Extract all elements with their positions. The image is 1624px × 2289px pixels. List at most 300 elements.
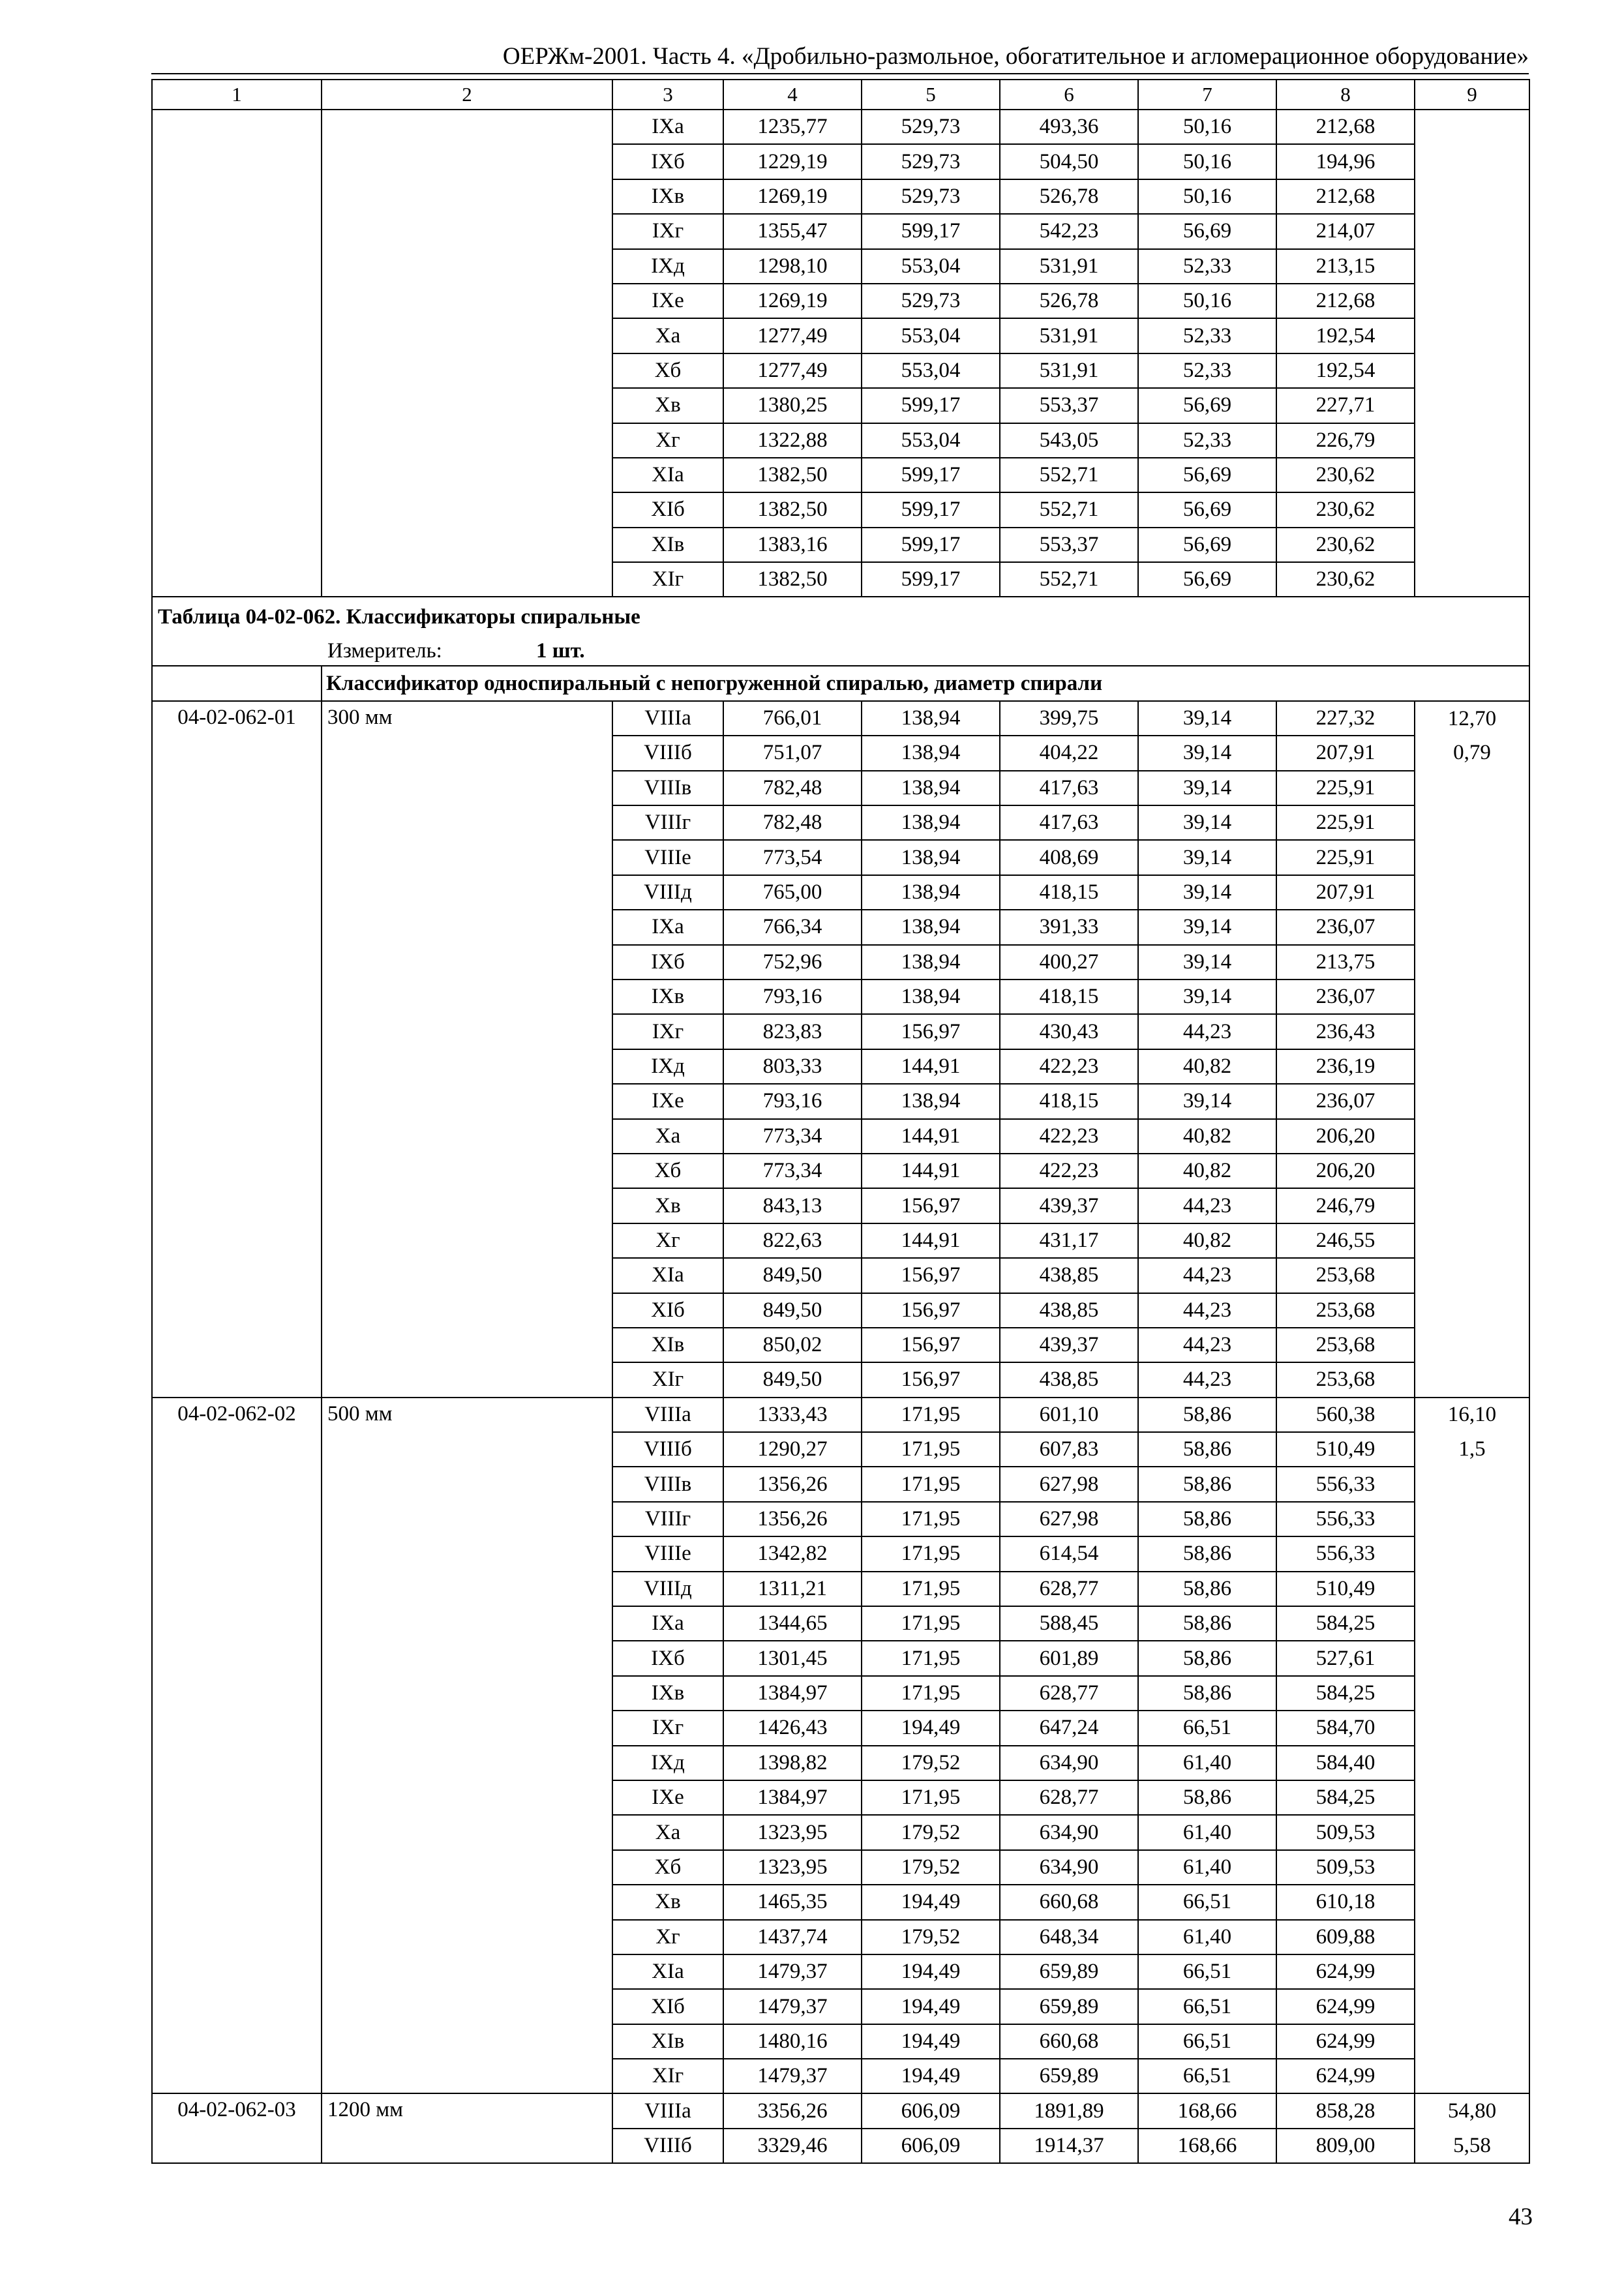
- value-cell: 225,91: [1276, 805, 1415, 840]
- size-cell-empty: [322, 110, 612, 597]
- value-cell: 843,13: [723, 1188, 862, 1223]
- value-cell: 809,00: [1276, 2129, 1415, 2163]
- value-cell: 58,86: [1138, 1502, 1276, 1536]
- col9-cell: 1,5: [1415, 1432, 1529, 1467]
- header-rule: [151, 73, 1529, 74]
- value-cell: 418,15: [1000, 1084, 1138, 1118]
- value-cell: 50,16: [1138, 144, 1276, 179]
- value-cell: 171,95: [862, 1780, 1000, 1815]
- value-cell: 194,49: [862, 2059, 1000, 2093]
- value-cell: 599,17: [862, 562, 1000, 597]
- section-title: Классификатор односпиральный с непогруженной спиралью, диаметр спирали: [322, 666, 1529, 700]
- table-row: [152, 110, 1529, 144]
- table-row: [152, 1398, 1529, 1432]
- value-cell: 606,09: [862, 2093, 1000, 2128]
- value-cell: 399,75: [1000, 701, 1138, 736]
- code-cell: 04-02-062-03: [152, 2093, 322, 2163]
- table-row: [152, 2093, 1529, 2128]
- column-number-cell: 9: [1415, 80, 1529, 110]
- col9-cell: 54,80: [1415, 2093, 1529, 2128]
- value-cell: 510,49: [1276, 1572, 1415, 1606]
- zone-cell: XIв: [612, 528, 723, 562]
- value-cell: 1382,50: [723, 458, 862, 492]
- value-cell: 1398,82: [723, 1746, 862, 1780]
- zone-cell: IXв: [612, 980, 723, 1014]
- value-cell: 39,14: [1138, 701, 1276, 736]
- zone-cell: Xб: [612, 1850, 723, 1885]
- value-cell: 236,19: [1276, 1049, 1415, 1084]
- table-row: [152, 701, 1529, 736]
- value-cell: 253,68: [1276, 1362, 1415, 1397]
- value-cell: 527,61: [1276, 1641, 1415, 1675]
- value-cell: 44,23: [1138, 1188, 1276, 1223]
- rates-table-wrapper: [151, 79, 1529, 2164]
- value-cell: 39,14: [1138, 910, 1276, 944]
- value-cell: 138,94: [862, 771, 1000, 805]
- value-cell: 614,54: [1000, 1536, 1138, 1571]
- value-cell: 584,40: [1276, 1746, 1415, 1780]
- value-cell: 439,37: [1000, 1188, 1138, 1223]
- value-cell: 606,09: [862, 2129, 1000, 2163]
- value-cell: 584,25: [1276, 1676, 1415, 1711]
- value-cell: 66,51: [1138, 1711, 1276, 1745]
- value-cell: 849,50: [723, 1362, 862, 1397]
- value-cell: 438,85: [1000, 1258, 1138, 1293]
- value-cell: 601,89: [1000, 1641, 1138, 1675]
- value-cell: 599,17: [862, 214, 1000, 248]
- zone-cell: XIг: [612, 562, 723, 597]
- code-cell-empty: [152, 110, 322, 597]
- value-cell: 61,40: [1138, 1746, 1276, 1780]
- value-cell: 766,34: [723, 910, 862, 944]
- value-cell: 44,23: [1138, 1362, 1276, 1397]
- value-cell: 56,69: [1138, 214, 1276, 248]
- value-cell: 607,83: [1000, 1432, 1138, 1467]
- zone-cell: Xб: [612, 353, 723, 388]
- value-cell: 773,34: [723, 1119, 862, 1154]
- zone-cell: XIг: [612, 1362, 723, 1397]
- zone-cell: IXг: [612, 214, 723, 248]
- zone-cell: IXе: [612, 284, 723, 318]
- value-cell: 773,54: [723, 840, 862, 875]
- value-cell: 793,16: [723, 1084, 862, 1118]
- value-cell: 40,82: [1138, 1119, 1276, 1154]
- value-cell: 1384,97: [723, 1676, 862, 1711]
- value-cell: 553,37: [1000, 528, 1138, 562]
- col9-cell: 12,70: [1415, 701, 1529, 736]
- value-cell: 144,91: [862, 1154, 1000, 1188]
- zone-cell: VIIIе: [612, 840, 723, 875]
- value-cell: 553,04: [862, 353, 1000, 388]
- value-cell: 417,63: [1000, 805, 1138, 840]
- value-cell: 751,07: [723, 736, 862, 770]
- column-number-cell: 6: [1000, 80, 1138, 110]
- value-cell: 553,04: [862, 423, 1000, 458]
- value-cell: 627,98: [1000, 1502, 1138, 1536]
- value-cell: 766,01: [723, 701, 862, 736]
- value-cell: 168,66: [1138, 2093, 1276, 2128]
- value-cell: 422,23: [1000, 1049, 1138, 1084]
- value-cell: 58,86: [1138, 1467, 1276, 1501]
- zone-cell: Xб: [612, 1154, 723, 1188]
- value-cell: 230,62: [1276, 492, 1415, 527]
- value-cell: 58,86: [1138, 1432, 1276, 1467]
- value-cell: 628,77: [1000, 1676, 1138, 1711]
- value-cell: 431,17: [1000, 1223, 1138, 1258]
- value-cell: 659,89: [1000, 1954, 1138, 1989]
- value-cell: 526,78: [1000, 179, 1138, 214]
- page-number: 43: [1509, 2204, 1533, 2230]
- value-cell: 138,94: [862, 875, 1000, 910]
- value-cell: 1383,16: [723, 528, 862, 562]
- value-cell: 144,91: [862, 1223, 1000, 1258]
- value-cell: 610,18: [1276, 1885, 1415, 1919]
- value-cell: 553,04: [862, 318, 1000, 353]
- value-cell: 44,23: [1138, 1293, 1276, 1328]
- value-cell: 627,98: [1000, 1467, 1138, 1501]
- value-cell: 624,99: [1276, 2059, 1415, 2093]
- value-cell: 56,69: [1138, 492, 1276, 527]
- column-number-cell: 1: [152, 80, 322, 110]
- value-cell: 553,37: [1000, 388, 1138, 423]
- value-cell: 1301,45: [723, 1641, 862, 1675]
- value-cell: 400,27: [1000, 945, 1138, 980]
- value-cell: 529,73: [862, 284, 1000, 318]
- zone-cell: VIIIг: [612, 1502, 723, 1536]
- value-cell: 212,68: [1276, 179, 1415, 214]
- value-cell: 529,73: [862, 110, 1000, 144]
- value-cell: 634,90: [1000, 1746, 1138, 1780]
- value-cell: 213,75: [1276, 945, 1415, 980]
- value-cell: 556,33: [1276, 1536, 1415, 1571]
- value-cell: 156,97: [862, 1293, 1000, 1328]
- value-cell: 1333,43: [723, 1398, 862, 1432]
- code-cell: 04-02-062-01: [152, 701, 322, 1398]
- value-cell: 529,73: [862, 144, 1000, 179]
- zone-cell: VIIIе: [612, 1536, 723, 1571]
- value-cell: 624,99: [1276, 2024, 1415, 2059]
- value-cell: 526,78: [1000, 284, 1138, 318]
- column-number-cell: 2: [322, 80, 612, 110]
- value-cell: 3356,26: [723, 2093, 862, 2128]
- value-cell: 531,91: [1000, 249, 1138, 284]
- value-cell: 1229,19: [723, 144, 862, 179]
- col9-cell-empty: [1415, 110, 1529, 597]
- value-cell: 418,15: [1000, 875, 1138, 910]
- value-cell: 439,37: [1000, 1328, 1138, 1362]
- value-cell: 61,40: [1138, 1850, 1276, 1885]
- value-cell: 138,94: [862, 736, 1000, 770]
- value-cell: 39,14: [1138, 980, 1276, 1014]
- value-cell: 44,23: [1138, 1328, 1276, 1362]
- value-cell: 58,86: [1138, 1641, 1276, 1675]
- value-cell: 156,97: [862, 1014, 1000, 1049]
- size-cell: 500 мм: [322, 1398, 612, 2094]
- value-cell: 609,88: [1276, 1920, 1415, 1954]
- value-cell: 543,05: [1000, 423, 1138, 458]
- value-cell: 3329,46: [723, 2129, 862, 2163]
- value-cell: 138,94: [862, 1084, 1000, 1118]
- value-cell: 529,73: [862, 179, 1000, 214]
- value-cell: 236,43: [1276, 1014, 1415, 1049]
- value-cell: 1311,21: [723, 1572, 862, 1606]
- column-number-cell: 4: [723, 80, 862, 110]
- value-cell: 648,34: [1000, 1920, 1138, 1954]
- value-cell: 1323,95: [723, 1815, 862, 1849]
- value-cell: 1344,65: [723, 1606, 862, 1641]
- value-cell: 225,91: [1276, 771, 1415, 805]
- value-cell: 179,52: [862, 1850, 1000, 1885]
- value-cell: 206,20: [1276, 1154, 1415, 1188]
- value-cell: 227,32: [1276, 701, 1415, 736]
- value-cell: 1355,47: [723, 214, 862, 248]
- value-cell: 849,50: [723, 1293, 862, 1328]
- value-cell: 253,68: [1276, 1293, 1415, 1328]
- zone-cell: VIIIа: [612, 2093, 723, 2128]
- value-cell: 1298,10: [723, 249, 862, 284]
- value-cell: 171,95: [862, 1641, 1000, 1675]
- value-cell: 752,96: [723, 945, 862, 980]
- value-cell: 584,70: [1276, 1711, 1415, 1745]
- value-cell: 156,97: [862, 1258, 1000, 1293]
- value-cell: 61,40: [1138, 1920, 1276, 1954]
- section-title-row: [152, 666, 1529, 700]
- zone-cell: Xв: [612, 1188, 723, 1223]
- value-cell: 179,52: [862, 1746, 1000, 1780]
- value-cell: 213,15: [1276, 249, 1415, 284]
- value-cell: 1290,27: [723, 1432, 862, 1467]
- value-cell: 171,95: [862, 1467, 1000, 1501]
- value-cell: 194,49: [862, 2024, 1000, 2059]
- value-cell: 599,17: [862, 492, 1000, 527]
- value-cell: 230,62: [1276, 458, 1415, 492]
- value-cell: 144,91: [862, 1119, 1000, 1154]
- value-cell: 50,16: [1138, 284, 1276, 318]
- value-cell: 171,95: [862, 1398, 1000, 1432]
- value-cell: 212,68: [1276, 284, 1415, 318]
- value-cell: 1480,16: [723, 2024, 862, 2059]
- zone-cell: IXг: [612, 1014, 723, 1049]
- meter-cell: [152, 636, 1529, 666]
- value-cell: 552,71: [1000, 458, 1138, 492]
- value-cell: 1342,82: [723, 1536, 862, 1571]
- value-cell: 58,86: [1138, 1572, 1276, 1606]
- value-cell: 531,91: [1000, 353, 1138, 388]
- value-cell: 560,38: [1276, 1398, 1415, 1432]
- value-cell: 1356,26: [723, 1502, 862, 1536]
- value-cell: 660,68: [1000, 1885, 1138, 1919]
- value-cell: 40,82: [1138, 1223, 1276, 1258]
- size-cell: 1200 мм: [322, 2093, 612, 2163]
- zone-cell: VIIIб: [612, 736, 723, 770]
- value-cell: 40,82: [1138, 1049, 1276, 1084]
- zone-cell: IXд: [612, 1746, 723, 1780]
- value-cell: 50,16: [1138, 110, 1276, 144]
- value-cell: 773,34: [723, 1154, 862, 1188]
- column-number-cell: 5: [862, 80, 1000, 110]
- meter-row: [152, 636, 1529, 666]
- value-cell: 39,14: [1138, 771, 1276, 805]
- col9-cell: 5,58: [1415, 2129, 1529, 2163]
- value-cell: 599,17: [862, 458, 1000, 492]
- value-cell: 408,69: [1000, 840, 1138, 875]
- value-cell: 647,24: [1000, 1711, 1138, 1745]
- value-cell: 504,50: [1000, 144, 1138, 179]
- column-number-cell: 3: [612, 80, 723, 110]
- value-cell: 138,94: [862, 945, 1000, 980]
- value-cell: 194,49: [862, 1989, 1000, 2024]
- value-cell: 194,49: [862, 1954, 1000, 1989]
- value-cell: 823,83: [723, 1014, 862, 1049]
- value-cell: 509,53: [1276, 1850, 1415, 1885]
- value-cell: 1269,19: [723, 284, 862, 318]
- value-cell: 430,43: [1000, 1014, 1138, 1049]
- value-cell: 553,04: [862, 249, 1000, 284]
- value-cell: 138,94: [862, 805, 1000, 840]
- value-cell: 438,85: [1000, 1293, 1138, 1328]
- zone-cell: Xг: [612, 1223, 723, 1258]
- value-cell: 168,66: [1138, 2129, 1276, 2163]
- value-cell: 246,55: [1276, 1223, 1415, 1258]
- value-cell: 58,86: [1138, 1780, 1276, 1815]
- zone-cell: VIIIв: [612, 771, 723, 805]
- zone-cell: Xг: [612, 1920, 723, 1954]
- zone-cell: VIIIб: [612, 1432, 723, 1467]
- value-cell: 39,14: [1138, 875, 1276, 910]
- value-cell: 52,33: [1138, 318, 1276, 353]
- page-header: ОЕРЖм-2001. Часть 4. «Дробильно-размольное, обогатительное и агломерационное оборудование»: [502, 43, 1529, 70]
- value-cell: 601,10: [1000, 1398, 1138, 1432]
- zone-cell: VIIIд: [612, 1572, 723, 1606]
- value-cell: 39,14: [1138, 1084, 1276, 1118]
- zone-cell: Xв: [612, 1885, 723, 1919]
- value-cell: 144,91: [862, 1049, 1000, 1084]
- rates-table: [151, 79, 1530, 2164]
- value-cell: 510,49: [1276, 1432, 1415, 1467]
- value-cell: 212,68: [1276, 110, 1415, 144]
- code-cell: 04-02-062-02: [152, 1398, 322, 2094]
- value-cell: 782,48: [723, 771, 862, 805]
- value-cell: 56,69: [1138, 528, 1276, 562]
- value-cell: 588,45: [1000, 1606, 1138, 1641]
- value-cell: 391,33: [1000, 910, 1138, 944]
- value-cell: 194,96: [1276, 144, 1415, 179]
- value-cell: 556,33: [1276, 1502, 1415, 1536]
- value-cell: 1382,50: [723, 562, 862, 597]
- value-cell: 230,62: [1276, 562, 1415, 597]
- col9-cell: 0,79: [1415, 736, 1529, 770]
- value-cell: 56,69: [1138, 562, 1276, 597]
- value-cell: 422,23: [1000, 1119, 1138, 1154]
- zone-cell: Xа: [612, 1815, 723, 1849]
- value-cell: 542,23: [1000, 214, 1138, 248]
- value-cell: 624,99: [1276, 1989, 1415, 2024]
- value-cell: 1277,49: [723, 318, 862, 353]
- value-cell: 765,00: [723, 875, 862, 910]
- value-cell: 206,20: [1276, 1119, 1415, 1154]
- zone-cell: XIв: [612, 2024, 723, 2059]
- zone-cell: IXг: [612, 1711, 723, 1745]
- table-title-row: [152, 597, 1529, 636]
- value-cell: 634,90: [1000, 1850, 1138, 1885]
- value-cell: 58,86: [1138, 1606, 1276, 1641]
- value-cell: 138,94: [862, 980, 1000, 1014]
- zone-cell: IXб: [612, 144, 723, 179]
- value-cell: 66,51: [1138, 2059, 1276, 2093]
- column-number-cell: 7: [1138, 80, 1276, 110]
- value-cell: 793,16: [723, 980, 862, 1014]
- zone-cell: IXа: [612, 110, 723, 144]
- value-cell: 849,50: [723, 1258, 862, 1293]
- value-cell: 584,25: [1276, 1606, 1415, 1641]
- value-cell: 52,33: [1138, 423, 1276, 458]
- value-cell: 194,49: [862, 1885, 1000, 1919]
- value-cell: 552,71: [1000, 492, 1138, 527]
- value-cell: 246,79: [1276, 1188, 1415, 1223]
- value-cell: 171,95: [862, 1502, 1000, 1536]
- zone-cell: IXе: [612, 1084, 723, 1118]
- value-cell: 782,48: [723, 805, 862, 840]
- value-cell: 628,77: [1000, 1780, 1138, 1815]
- value-cell: 66,51: [1138, 1885, 1276, 1919]
- zone-cell: VIIIв: [612, 1467, 723, 1501]
- column-number-cell: 8: [1276, 80, 1415, 110]
- zone-cell: VIIIб: [612, 2129, 723, 2163]
- value-cell: 39,14: [1138, 736, 1276, 770]
- value-cell: 659,89: [1000, 2059, 1138, 2093]
- zone-cell: IXа: [612, 1606, 723, 1641]
- value-cell: 822,63: [723, 1223, 862, 1258]
- zone-cell: XIа: [612, 458, 723, 492]
- meter-label: Измеритель:: [327, 639, 442, 663]
- value-cell: 556,33: [1276, 1467, 1415, 1501]
- value-cell: 207,91: [1276, 875, 1415, 910]
- value-cell: 1891,89: [1000, 2093, 1138, 2128]
- value-cell: 599,17: [862, 528, 1000, 562]
- value-cell: 1323,95: [723, 1850, 862, 1885]
- value-cell: 61,40: [1138, 1815, 1276, 1849]
- zone-cell: IXа: [612, 910, 723, 944]
- zone-cell: IXб: [612, 1641, 723, 1675]
- zone-cell: VIIIг: [612, 805, 723, 840]
- value-cell: 192,54: [1276, 318, 1415, 353]
- zone-cell: IXд: [612, 1049, 723, 1084]
- value-cell: 52,33: [1138, 249, 1276, 284]
- zone-cell: IXе: [612, 1780, 723, 1815]
- value-cell: 58,86: [1138, 1398, 1276, 1432]
- value-cell: 1914,37: [1000, 2129, 1138, 2163]
- value-cell: 214,07: [1276, 214, 1415, 248]
- value-cell: 230,62: [1276, 528, 1415, 562]
- value-cell: 66,51: [1138, 1989, 1276, 2024]
- value-cell: 138,94: [862, 910, 1000, 944]
- col9-cell: 16,10: [1415, 1398, 1529, 1432]
- value-cell: 253,68: [1276, 1258, 1415, 1293]
- value-cell: 493,36: [1000, 110, 1138, 144]
- value-cell: 179,52: [862, 1920, 1000, 1954]
- value-cell: 44,23: [1138, 1258, 1276, 1293]
- value-cell: 52,33: [1138, 353, 1276, 388]
- value-cell: 138,94: [862, 701, 1000, 736]
- value-cell: 624,99: [1276, 1954, 1415, 1989]
- col9-cell-empty: [1415, 771, 1529, 1398]
- zone-cell: IXв: [612, 1676, 723, 1711]
- column-number-row: [152, 80, 1529, 110]
- value-cell: 1479,37: [723, 1954, 862, 1989]
- value-cell: 660,68: [1000, 2024, 1138, 2059]
- value-cell: 171,95: [862, 1676, 1000, 1711]
- table-title: Таблица 04-02-062. Классификаторы спиральные: [152, 597, 1529, 636]
